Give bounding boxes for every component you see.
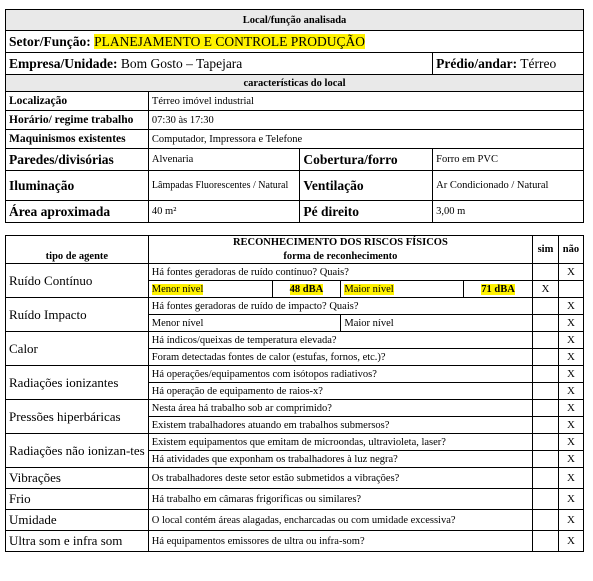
agent-ruido-continuo: Ruído Contínuo <box>6 264 149 298</box>
ventilacao-value: Ar Condicionado / Natural <box>433 171 584 201</box>
nao-mark[interactable]: X <box>558 383 583 400</box>
iluminacao-label: Iluminação <box>6 171 149 201</box>
local-analysis-table <box>5 9 584 223</box>
nao-cell[interactable] <box>558 281 583 298</box>
sim-cell[interactable] <box>533 434 559 451</box>
question-vibracoes: Os trabalhadores deste setor estão submetidos a vibrações? <box>148 468 532 489</box>
horario-label: Horário/ regime trabalho <box>6 111 149 130</box>
col-forma-header: forma de reconhecimento <box>148 250 532 264</box>
setor-label: Setor/Função: <box>9 33 91 49</box>
agent-umidade: Umidade <box>6 510 149 531</box>
nao-mark[interactable]: X <box>558 510 583 531</box>
sim-cell[interactable] <box>533 400 559 417</box>
localizacao-value: Térreo imóvel industrial <box>148 92 583 111</box>
cobertura-value: Forro em PVC <box>433 149 584 171</box>
maquinismos-label: Maquinismos existentes <box>6 130 149 149</box>
ventilacao-label: Ventilação <box>300 171 433 201</box>
localizacao-label: Localização <box>6 92 149 111</box>
sim-cell[interactable] <box>533 264 559 281</box>
maior-nivel-value: 71 dBA <box>481 283 515 295</box>
sim-cell[interactable] <box>533 315 559 332</box>
col-nao-header: não <box>558 236 583 264</box>
question-calor-1: Há índicos/queixas de temperatura elevada? <box>148 332 532 349</box>
section-title-local-funcao: Local/função analisada <box>6 10 584 31</box>
horario-value: 07:30 às 17:30 <box>148 111 583 130</box>
question-ruido-continuo: Há fontes geradoras de ruído contínuo? Quais? <box>148 264 532 281</box>
nao-mark[interactable]: X <box>558 400 583 417</box>
agent-calor: Calor <box>6 332 149 366</box>
question-radiacoes-ionizantes-2: Há operação de equipamento de raios-x? <box>148 383 532 400</box>
maior-nivel-label: Maior nível <box>341 315 533 332</box>
sim-cell[interactable] <box>533 298 559 315</box>
col-agent-header: tipo de agente <box>6 250 149 264</box>
agent-radiacoes-nao-ionizantes: Radiações não ionizan-tes <box>6 434 149 468</box>
nao-mark[interactable]: X <box>558 298 583 315</box>
agent-vibracoes: Vibrações <box>6 468 149 489</box>
question-calor-2: Foram detectadas fontes de calor (estufas, fornos, etc.)? <box>148 349 532 366</box>
agent-ultrassom: Ultra som e infra som <box>6 531 149 552</box>
paredes-label: Paredes/divisórias <box>6 149 149 171</box>
nao-mark[interactable]: X <box>558 366 583 383</box>
menor-nivel-label: Menor nível <box>148 315 341 332</box>
question-frio: Há trabalho em câmaras frigoríficas ou similares? <box>148 489 532 510</box>
area-value: 40 m² <box>148 201 299 223</box>
question-radiacoes-nao-ionizantes-1: Existem equipamentos que emitam de microondas, ultravioleta, laser? <box>148 434 532 451</box>
sim-cell[interactable] <box>533 510 559 531</box>
area-label: Área aproximada <box>6 201 149 223</box>
agent-pressoes-hiperbaricas: Pressões hiperbáricas <box>6 400 149 434</box>
empresa-label: Empresa/Unidade: <box>9 55 118 71</box>
menor-nivel-value: 48 dBA <box>289 283 324 295</box>
menor-nivel-label: Menor nível <box>151 283 204 295</box>
nao-mark[interactable]: X <box>558 315 583 332</box>
question-pressoes-1: Nesta área há trabalho sob ar comprimido? <box>148 400 532 417</box>
question-radiacoes-nao-ionizantes-2: Há atividades que exponham os trabalhadores à luz negra? <box>148 451 532 468</box>
setor-value: PLANEJAMENTO E CONTROLE PRODUÇÃO <box>94 33 366 49</box>
question-pressoes-2: Existem trabalhadores atuando em trabalhos submersos? <box>148 417 532 434</box>
question-radiacoes-ionizantes-1: Há operações/equipamentos com isótopos radiativos? <box>148 366 532 383</box>
nao-mark[interactable]: X <box>558 434 583 451</box>
predio-value: Térreo <box>520 55 557 71</box>
empresa-value: Bom Gosto – Tapejara <box>120 55 243 71</box>
maior-nivel-label: Maior nível <box>344 283 394 295</box>
sim-cell[interactable] <box>533 349 559 366</box>
cobertura-label: Cobertura/forro <box>300 149 433 171</box>
section-title-caracteristicas: características do local <box>6 75 584 92</box>
sim-cell[interactable] <box>533 383 559 400</box>
predio-label: Prédio/andar: <box>436 55 518 71</box>
sim-cell[interactable] <box>533 417 559 434</box>
physical-risks-table <box>5 235 584 552</box>
agent-ruido-impacto: Ruído Impacto <box>6 298 149 332</box>
agent-radiacoes-ionizantes: Radiações ionizantes <box>6 366 149 400</box>
pe-direito-value: 3,00 m <box>433 201 584 223</box>
agent-frio: Frio <box>6 489 149 510</box>
nao-mark[interactable]: X <box>558 264 583 281</box>
nao-mark[interactable]: X <box>558 451 583 468</box>
pe-direito-label: Pé direito <box>300 201 433 223</box>
sim-cell[interactable] <box>533 531 559 552</box>
sim-cell[interactable] <box>533 489 559 510</box>
nao-mark[interactable]: X <box>558 332 583 349</box>
sim-cell[interactable] <box>533 332 559 349</box>
sim-mark[interactable]: X <box>533 281 559 298</box>
nao-mark[interactable]: X <box>558 468 583 489</box>
question-ruido-impacto: Há fontes geradoras de ruído de impacto? Quais? <box>148 298 532 315</box>
nao-mark[interactable]: X <box>558 531 583 552</box>
question-ultrassom: Há equipamentos emissores de ultra ou infra-som? <box>148 531 532 552</box>
sim-cell[interactable] <box>533 366 559 383</box>
sim-cell[interactable] <box>533 468 559 489</box>
question-umidade: O local contém áreas alagadas, encharcadas ou com umidade excessiva? <box>148 510 532 531</box>
nao-mark[interactable]: X <box>558 489 583 510</box>
col-sim-header: sim <box>533 236 559 264</box>
nao-mark[interactable]: X <box>558 417 583 434</box>
paredes-value: Alvenaria <box>148 149 299 171</box>
nao-mark[interactable]: X <box>558 349 583 366</box>
maquinismos-value: Computador, Impressora e Telefone <box>148 130 583 149</box>
risks-title: RECONHECIMENTO DOS RISCOS FÍSICOS <box>148 236 532 250</box>
iluminacao-value: Lâmpadas Fluorescentes / Natural <box>148 171 299 201</box>
sim-cell[interactable] <box>533 451 559 468</box>
